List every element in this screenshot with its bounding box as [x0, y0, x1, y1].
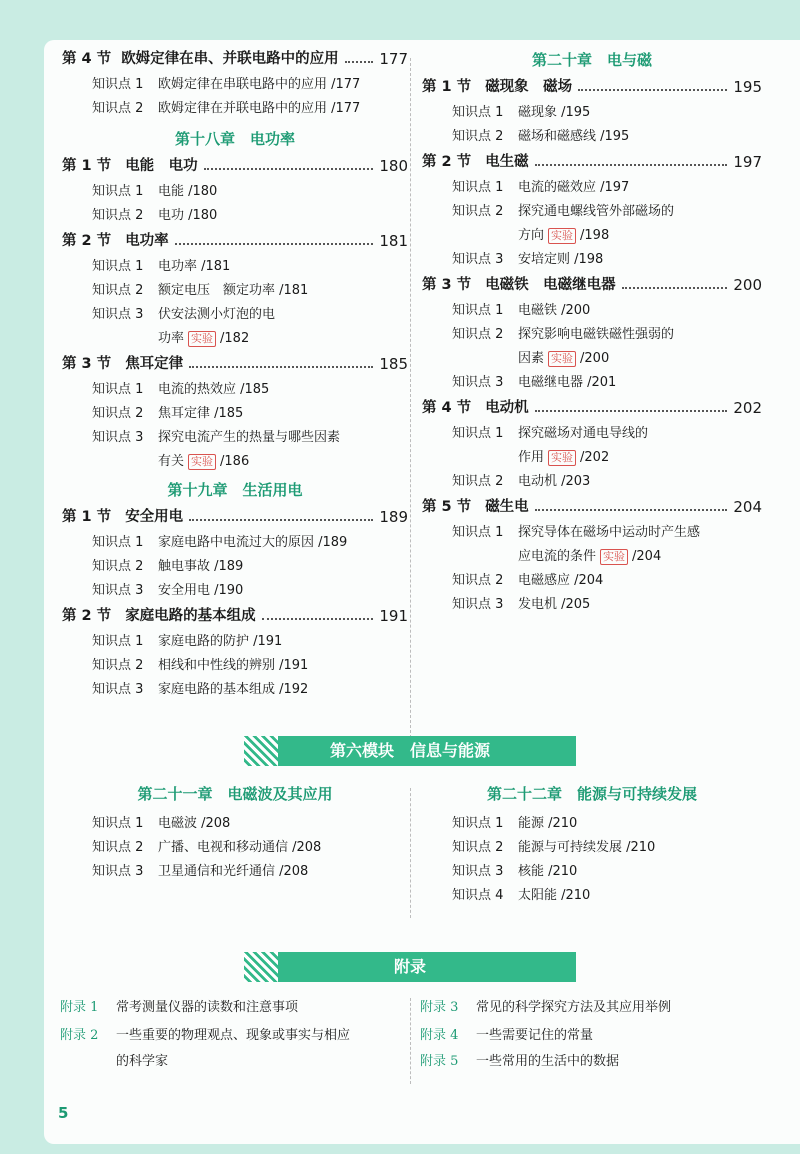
section-title: 电能 电功	[125, 158, 198, 174]
point-text: 太阳能 /210	[518, 888, 591, 903]
point-label: 知识点 2	[452, 204, 504, 219]
experiment-tag: 实验	[548, 228, 576, 244]
knowledge-point-continued[interactable]	[422, 224, 762, 248]
column-divider	[410, 998, 411, 1084]
knowledge-point[interactable]	[422, 521, 762, 545]
point-text: 家庭电路中电流过大的原因 /189	[158, 535, 348, 550]
point-text: 电磁继电器 /201	[518, 375, 617, 390]
section-page: 204	[733, 498, 762, 516]
point-text: 卫星通信和光纤通信 /208	[158, 864, 309, 879]
knowledge-point[interactable]	[422, 101, 762, 125]
knowledge-point[interactable]	[422, 200, 762, 224]
knowledge-point-continued[interactable]	[62, 327, 408, 351]
point-label: 知识点 1	[92, 184, 144, 199]
section-page: 200	[733, 276, 762, 294]
module6-left	[62, 780, 408, 884]
knowledge-point[interactable]	[422, 836, 762, 860]
section-page: 177	[379, 50, 408, 68]
section-heading[interactable]	[422, 272, 762, 299]
knowledge-point[interactable]	[422, 125, 762, 149]
point-label: 知识点 2	[452, 327, 504, 342]
toc-page	[44, 40, 800, 1144]
knowledge-point[interactable]	[62, 654, 408, 678]
dot-leader	[189, 519, 373, 521]
section-page: 189	[379, 508, 408, 526]
point-text: 安培定则 /198	[518, 252, 604, 267]
point-label: 知识点 1	[452, 426, 504, 441]
appendix-text: 一些重要的物理观点、现象或事实与相应	[116, 1028, 351, 1043]
knowledge-point[interactable]	[422, 422, 762, 446]
section-title: 电磁铁 电磁继电器	[485, 277, 616, 293]
module-banner	[244, 736, 576, 766]
experiment-tag: 实验	[188, 331, 216, 347]
appendix-text: 的科学家	[116, 1054, 169, 1069]
section-number: 第 1 节	[62, 158, 112, 174]
point-label: 知识点 3	[452, 252, 504, 267]
point-text: 触电事故 /189	[158, 559, 244, 574]
point-text: 电功 /180	[158, 208, 218, 223]
section-title: 安全用电	[125, 509, 184, 525]
appendix-title[interactable]: 附录	[393, 957, 426, 976]
dot-leader	[262, 618, 374, 620]
dot-leader	[189, 366, 373, 368]
point-label: 知识点 2	[92, 101, 144, 116]
section-heading[interactable]	[62, 46, 408, 73]
appendix-text: 常见的科学探究方法及其应用举例	[476, 1000, 672, 1015]
point-label: 知识点 1	[92, 77, 144, 92]
knowledge-point-continued[interactable]	[422, 347, 762, 371]
knowledge-point[interactable]	[422, 323, 762, 347]
knowledge-point[interactable]	[62, 255, 408, 279]
point-text: 家庭电路的防护 /191	[158, 634, 283, 649]
knowledge-point[interactable]	[62, 555, 408, 579]
knowledge-point-continued[interactable]	[422, 446, 762, 470]
point-text: 核能 /210	[518, 864, 578, 879]
point-page: /204	[632, 549, 662, 564]
point-text: 电动机 /203	[518, 474, 591, 489]
point-text: 电能 /180	[158, 184, 218, 199]
knowledge-point-list	[62, 812, 408, 884]
appendix-item[interactable]	[420, 1022, 593, 1050]
point-text: 发电机 /205	[518, 597, 591, 612]
section-number: 第 4 节	[62, 51, 112, 67]
point-label: 知识点 1	[452, 180, 504, 195]
point-label: 知识点 2	[92, 208, 144, 223]
point-label: 知识点 3	[92, 583, 144, 598]
section-heading[interactable]	[422, 74, 762, 101]
point-label: 知识点 2	[92, 406, 144, 421]
point-text: 方向	[518, 228, 545, 243]
point-text: 能源与可持续发展 /210	[518, 840, 656, 855]
dot-leader	[535, 164, 728, 166]
section-page: 181	[379, 232, 408, 250]
point-page: /200	[580, 351, 610, 366]
appendix-item-continued[interactable]	[116, 1048, 168, 1076]
section-heading[interactable]	[422, 494, 762, 521]
appendix-text: 常考测量仪器的读数和注意事项	[116, 1000, 299, 1015]
experiment-tag: 实验	[600, 549, 628, 565]
knowledge-point[interactable]	[62, 303, 408, 327]
section-title: 磁现象 磁场	[485, 79, 573, 95]
point-text: 电流的磁效应 /197	[518, 180, 630, 195]
column-divider	[410, 788, 411, 918]
appendix-text: 一些常用的生活中的数据	[476, 1054, 620, 1069]
point-label: 知识点 2	[92, 559, 144, 574]
point-label: 知识点 1	[92, 382, 144, 397]
dot-leader	[622, 287, 728, 289]
point-label: 知识点 2	[452, 129, 504, 144]
point-label: 知识点 1	[452, 816, 504, 831]
point-text: 广播、电视和移动通信 /208	[158, 840, 322, 855]
section-heading[interactable]	[62, 603, 408, 630]
section-number: 第 3 节	[62, 356, 112, 372]
point-text: 探究磁场对通电导线的	[518, 426, 649, 441]
point-label: 知识点 1	[92, 535, 144, 550]
section-number: 第 1 节	[62, 509, 112, 525]
dot-leader	[345, 61, 374, 63]
dot-leader	[535, 509, 728, 511]
knowledge-point-continued[interactable]	[62, 450, 408, 474]
appendix-text: 一些需要记住的常量	[476, 1028, 594, 1043]
point-text: 相线和中性线的辨别 /191	[158, 658, 309, 673]
knowledge-point[interactable]	[62, 860, 408, 884]
point-label: 知识点 3	[452, 375, 504, 390]
point-text: 功率	[158, 331, 185, 346]
point-label: 知识点 1	[452, 303, 504, 318]
point-label: 知识点 3	[92, 430, 144, 445]
knowledge-point[interactable]	[62, 97, 408, 121]
experiment-tag: 实验	[548, 450, 576, 466]
experiment-tag: 实验	[188, 454, 216, 470]
point-label: 知识点 2	[452, 573, 504, 588]
page-number: 5	[58, 1104, 69, 1122]
section-number: 第 2 节	[62, 233, 112, 249]
chapter-title[interactable]: 第十八章 电功率	[174, 130, 295, 148]
appendix-item[interactable]	[420, 1048, 619, 1076]
appendix-item[interactable]	[420, 994, 671, 1022]
point-text: 电磁感应 /204	[518, 573, 604, 588]
point-text: 作用	[518, 450, 545, 465]
point-text: 电功率 /181	[158, 259, 231, 274]
column-divider	[410, 58, 411, 738]
section-title: 电功率	[125, 233, 169, 249]
section-number: 第 4 节	[422, 400, 472, 416]
section-heading[interactable]	[62, 228, 408, 255]
chapter-title[interactable]: 第二十一章 电磁波及其应用	[137, 785, 333, 803]
appendix-label: 附录 2	[60, 1028, 99, 1043]
point-label: 知识点 1	[452, 525, 504, 540]
chapter-title[interactable]: 第十九章 生活用电	[167, 481, 303, 499]
section-heading[interactable]	[422, 395, 762, 422]
knowledge-point[interactable]	[62, 531, 408, 555]
point-label: 知识点 2	[92, 658, 144, 673]
knowledge-point[interactable]	[62, 630, 408, 654]
knowledge-point[interactable]	[62, 426, 408, 450]
section-page: 185	[379, 355, 408, 373]
point-page: /202	[580, 450, 610, 465]
knowledge-point[interactable]	[62, 402, 408, 426]
knowledge-point[interactable]	[422, 593, 762, 617]
point-text: 探究导体在磁场中运动时产生感	[518, 525, 701, 540]
point-text: 磁场和磁感线 /195	[518, 129, 630, 144]
toc-left-column	[62, 46, 408, 702]
point-text: 有关	[158, 454, 185, 469]
knowledge-point[interactable]	[422, 176, 762, 200]
dot-leader	[204, 168, 374, 170]
experiment-tag: 实验	[548, 351, 576, 367]
knowledge-point[interactable]	[422, 884, 762, 908]
knowledge-point[interactable]	[62, 279, 408, 303]
appendix-item[interactable]	[60, 1022, 350, 1050]
knowledge-point[interactable]	[62, 73, 408, 97]
point-text: 电流的热效应 /185	[158, 382, 270, 397]
section-number: 第 5 节	[422, 499, 472, 515]
point-text: 磁现象 /195	[518, 105, 591, 120]
point-text: 探究通电螺线管外部磁场的	[518, 204, 675, 219]
knowledge-point[interactable]	[62, 204, 408, 228]
section-page: 191	[379, 607, 408, 625]
knowledge-point[interactable]	[422, 860, 762, 884]
point-text: 家庭电路的基本组成 /192	[158, 682, 309, 697]
appendix-label: 附录 3	[420, 1000, 459, 1015]
chapter-title[interactable]: 第二十章 电与磁	[531, 51, 652, 69]
point-page: /198	[580, 228, 610, 243]
section-page: 202	[733, 399, 762, 417]
point-label: 知识点 1	[92, 634, 144, 649]
dot-leader	[578, 89, 727, 91]
dot-leader	[535, 410, 728, 412]
point-label: 知识点 3	[92, 682, 144, 697]
knowledge-point[interactable]	[62, 579, 408, 603]
section-number: 第 1 节	[422, 79, 472, 95]
point-label: 知识点 3	[452, 597, 504, 612]
knowledge-point-continued[interactable]	[422, 545, 762, 569]
knowledge-point[interactable]	[422, 569, 762, 593]
section-page: 195	[733, 78, 762, 96]
point-label: 知识点 2	[92, 840, 144, 855]
point-label: 知识点 3	[452, 864, 504, 879]
knowledge-point[interactable]	[422, 812, 762, 836]
section-title: 焦耳定律	[125, 356, 184, 372]
appendix-banner	[244, 952, 576, 982]
section-page: 180	[379, 157, 408, 175]
point-label: 知识点 1	[92, 816, 144, 831]
point-text: 探究影响电磁铁磁性强弱的	[518, 327, 675, 342]
section-title: 磁生电	[485, 499, 529, 515]
section-title: 家庭电路的基本组成	[125, 608, 256, 624]
point-text: 欧姆定律在并联电路中的应用 /177	[158, 101, 361, 116]
point-text: 欧姆定律在串联电路中的应用 /177	[158, 77, 361, 92]
point-text: 因素	[518, 351, 545, 366]
section-page: 197	[733, 153, 762, 171]
point-label: 知识点 3	[92, 307, 144, 322]
dot-leader	[175, 243, 374, 245]
knowledge-point[interactable]	[62, 180, 408, 204]
appendix-label: 附录 4	[420, 1028, 459, 1043]
knowledge-point[interactable]	[62, 836, 408, 860]
point-label: 知识点 2	[452, 840, 504, 855]
point-label: 知识点 2	[92, 283, 144, 298]
point-text: 电磁波 /208	[158, 816, 231, 831]
point-label: 知识点 4	[452, 888, 504, 903]
point-text: 应电流的条件	[518, 549, 597, 564]
section-title: 电生磁	[485, 154, 529, 170]
point-label: 知识点 1	[92, 259, 144, 274]
section-heading[interactable]	[422, 149, 762, 176]
module-title[interactable]: 第六模块 信息与能源	[329, 741, 490, 760]
appendix-label: 附录 5	[420, 1054, 459, 1069]
point-text: 额定电压 额定功率 /181	[158, 283, 309, 298]
module6-right	[422, 780, 762, 908]
knowledge-point[interactable]	[62, 812, 408, 836]
appendix-label: 附录 1	[60, 1000, 99, 1015]
point-text: 伏安法测小灯泡的电	[158, 307, 276, 322]
point-text: 安全用电 /190	[158, 583, 244, 598]
section-number: 第 2 节	[422, 154, 472, 170]
section-title: 电动机	[485, 400, 529, 416]
knowledge-point-list	[422, 812, 762, 908]
section-title: 欧姆定律在串、并联电路中的应用	[121, 51, 339, 67]
knowledge-point[interactable]	[422, 470, 762, 494]
point-text: 电磁铁 /200	[518, 303, 591, 318]
knowledge-point[interactable]	[422, 371, 762, 395]
point-label: 知识点 2	[452, 474, 504, 489]
section-number: 第 3 节	[422, 277, 472, 293]
knowledge-point[interactable]	[62, 378, 408, 402]
point-text: 探究电流产生的热量与哪些因素	[158, 430, 341, 445]
knowledge-point[interactable]	[62, 678, 408, 702]
point-text: 能源 /210	[518, 816, 578, 831]
appendix-item[interactable]	[60, 994, 298, 1022]
point-label: 知识点 3	[92, 864, 144, 879]
knowledge-point[interactable]	[422, 299, 762, 323]
section-heading[interactable]	[62, 351, 408, 378]
knowledge-point[interactable]	[422, 248, 762, 272]
section-heading[interactable]	[62, 504, 408, 531]
point-page: /182	[220, 331, 250, 346]
chapter-title[interactable]: 第二十二章 能源与可持续发展	[486, 785, 697, 803]
point-page: /186	[220, 454, 250, 469]
point-label: 知识点 1	[452, 105, 504, 120]
section-heading[interactable]	[62, 153, 408, 180]
section-number: 第 2 节	[62, 608, 112, 624]
toc-right-column	[422, 46, 762, 617]
point-text: 焦耳定律 /185	[158, 406, 244, 421]
